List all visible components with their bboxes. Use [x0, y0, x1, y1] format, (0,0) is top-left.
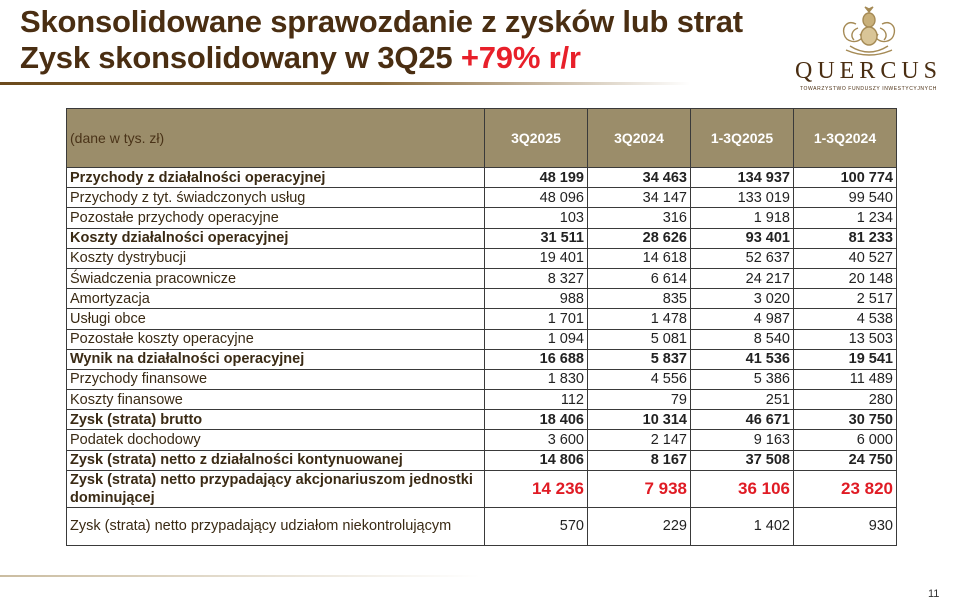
row-label: Amortyzacja — [67, 289, 485, 309]
cell-value: 19 401 — [485, 248, 588, 268]
cell-value: 1 478 — [588, 309, 691, 329]
cell-value: 11 489 — [794, 369, 897, 389]
column-header: 3Q2024 — [588, 109, 691, 168]
cell-value: 100 774 — [794, 168, 897, 188]
cell-value: 4 538 — [794, 309, 897, 329]
column-header: 3Q2025 — [485, 109, 588, 168]
cell-value: 570 — [485, 507, 588, 545]
cell-value: 2 147 — [588, 430, 691, 450]
cell-value: 99 540 — [794, 188, 897, 208]
cell-value: 41 536 — [691, 349, 794, 369]
cell-value: 8 540 — [691, 329, 794, 349]
cell-value: 48 199 — [485, 168, 588, 188]
cell-value: 16 688 — [485, 349, 588, 369]
table-row — [67, 430, 897, 450]
table-row — [67, 208, 897, 228]
header-divider — [0, 82, 690, 85]
cell-value: 5 386 — [691, 369, 794, 389]
cell-value: 8 327 — [485, 268, 588, 288]
cell-value: 4 987 — [691, 309, 794, 329]
cell-value: 3 600 — [485, 430, 588, 450]
quercus-crest-icon — [836, 6, 902, 58]
page-number: 11 — [928, 588, 940, 600]
table-row — [67, 329, 897, 349]
cell-value: 30 750 — [794, 410, 897, 430]
row-label: Zysk (strata) netto przypadający udziałom niekontrolującym — [67, 507, 485, 545]
column-header: 1-3Q2025 — [691, 109, 794, 168]
row-label: Zysk (strata) netto przypadający akcjonariuszom jednostki dominującej — [67, 470, 485, 507]
cell-value: 251 — [691, 390, 794, 410]
cell-value: 24 217 — [691, 268, 794, 288]
footer-divider — [0, 575, 480, 577]
row-label: Przychody z tyt. świadczonych usług — [67, 188, 485, 208]
table-row — [67, 450, 897, 470]
cell-value: 81 233 — [794, 228, 897, 248]
title-highlight: +79% r/r — [460, 40, 581, 75]
cell-value: 7 938 — [588, 470, 691, 507]
table-row — [67, 268, 897, 288]
table-row — [67, 248, 897, 268]
cell-value: 3 020 — [691, 289, 794, 309]
cell-value: 5 837 — [588, 349, 691, 369]
table-header-row — [67, 109, 897, 168]
cell-value: 133 019 — [691, 188, 794, 208]
row-label: Wynik na działalności operacyjnej — [67, 349, 485, 369]
cell-value: 1 701 — [485, 309, 588, 329]
table-row — [67, 470, 897, 507]
logo-wordmark: QUERCUS — [794, 58, 943, 84]
cell-value: 48 096 — [485, 188, 588, 208]
cell-value: 134 937 — [691, 168, 794, 188]
cell-value: 37 508 — [691, 450, 794, 470]
cell-value: 6 614 — [588, 268, 691, 288]
quercus-logo — [776, 6, 961, 98]
cell-value: 112 — [485, 390, 588, 410]
title-line-2: Zysk skonsolidowany w 3Q25 — [20, 40, 453, 75]
table-row — [67, 168, 897, 188]
column-header: 1-3Q2024 — [794, 109, 897, 168]
cell-value: 13 503 — [794, 329, 897, 349]
cell-value: 24 750 — [794, 450, 897, 470]
units-label: (dane w tys. zł) — [67, 109, 485, 168]
cell-value: 93 401 — [691, 228, 794, 248]
row-label: Przychody finansowe — [67, 369, 485, 389]
row-label: Zysk (strata) brutto — [67, 410, 485, 430]
cell-value: 1 094 — [485, 329, 588, 349]
cell-value: 8 167 — [588, 450, 691, 470]
cell-value: 930 — [794, 507, 897, 545]
cell-value: 103 — [485, 208, 588, 228]
row-label: Koszty finansowe — [67, 390, 485, 410]
cell-value: 2 517 — [794, 289, 897, 309]
cell-value: 9 163 — [691, 430, 794, 450]
row-label: Przychody z działalności operacyjnej — [67, 168, 485, 188]
cell-value: 1 918 — [691, 208, 794, 228]
cell-value: 20 148 — [794, 268, 897, 288]
cell-value: 14 618 — [588, 248, 691, 268]
row-label: Pozostałe koszty operacyjne — [67, 329, 485, 349]
table-row — [67, 289, 897, 309]
row-label: Pozostałe przychody operacyjne — [67, 208, 485, 228]
cell-value: 40 527 — [794, 248, 897, 268]
table-row — [67, 507, 897, 545]
row-label: Zysk (strata) netto z działalności kontynuowanej — [67, 450, 485, 470]
cell-value: 79 — [588, 390, 691, 410]
cell-value: 18 406 — [485, 410, 588, 430]
cell-value: 19 541 — [794, 349, 897, 369]
cell-value: 52 637 — [691, 248, 794, 268]
logo-tagline: TOWARZYSTWO FUNDUSZY INWESTYCYJNYCH — [799, 86, 938, 92]
cell-value: 28 626 — [588, 228, 691, 248]
slide-title — [20, 4, 743, 76]
cell-value: 14 236 — [485, 470, 588, 507]
table-row — [67, 410, 897, 430]
cell-value: 34 463 — [588, 168, 691, 188]
cell-value: 36 106 — [691, 470, 794, 507]
cell-value: 1 830 — [485, 369, 588, 389]
cell-value: 6 000 — [794, 430, 897, 450]
cell-value: 4 556 — [588, 369, 691, 389]
cell-value: 14 806 — [485, 450, 588, 470]
row-label: Usługi obce — [67, 309, 485, 329]
cell-value: 280 — [794, 390, 897, 410]
table-row — [67, 188, 897, 208]
cell-value: 988 — [485, 289, 588, 309]
cell-value: 23 820 — [794, 470, 897, 507]
title-line-1: Skonsolidowane sprawozdanie z zysków lub strat — [20, 4, 743, 39]
cell-value: 34 147 — [588, 188, 691, 208]
cell-value: 229 — [588, 507, 691, 545]
cell-value: 835 — [588, 289, 691, 309]
table-row — [67, 390, 897, 410]
row-label: Koszty dystrybucji — [67, 248, 485, 268]
table-row — [67, 228, 897, 248]
cell-value: 5 081 — [588, 329, 691, 349]
income-statement-table — [66, 108, 897, 546]
cell-value: 1 402 — [691, 507, 794, 545]
cell-value: 1 234 — [794, 208, 897, 228]
row-label: Koszty działalności operacyjnej — [67, 228, 485, 248]
table-row — [67, 369, 897, 389]
cell-value: 46 671 — [691, 410, 794, 430]
row-label: Świadczenia pracownicze — [67, 268, 485, 288]
table-row — [67, 349, 897, 369]
cell-value: 10 314 — [588, 410, 691, 430]
row-label: Podatek dochodowy — [67, 430, 485, 450]
cell-value: 31 511 — [485, 228, 588, 248]
table-row — [67, 309, 897, 329]
cell-value: 316 — [588, 208, 691, 228]
